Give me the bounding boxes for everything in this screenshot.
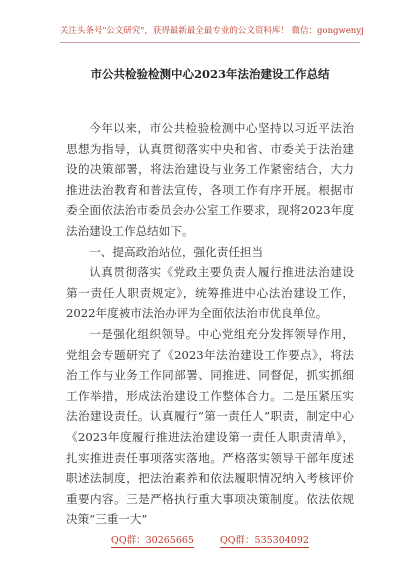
header-divider [60, 42, 360, 43]
section-heading: 一、提高政治站位，强化责任担当 [89, 244, 264, 259]
qq-group-link-1[interactable]: QQ群：30265665 [111, 535, 194, 546]
header-banner[interactable]: 关注头条号"公文研究"，获得最新最全最专业的公文资料库！ 微信：gongwenyj [60, 26, 364, 36]
document-title: 市公共检验检测中心2023年法治建设工作总结 [90, 67, 330, 81]
document-body [66, 118, 354, 530]
paragraph: 认真贯彻落实《党政主要负责人履行推进法治建设第一责任人职责规定》，统筹推进中心法治建设工作，2022年度被市法治办评为全面依法治市优良单位。 [66, 265, 354, 321]
paragraph-intro: 今年以来，市公共检验检测中心坚持以习近平法治思想为指导，认真贯彻落实中央和省、市委关于法治建设的决策部署，将法治建设与业务工作紧密结合，大力推进法治教育和普法宣传，各项工作有序开展。根据市委全面依法治市委员会办公室工作要求，现将2023年度法治建设工作总结如下。 [66, 121, 354, 238]
paragraph: 一是强化组织领导。中心党组充分发挥领导作用，党组会专题研究了《2023年法治建设工作要点》，将法治工作与业务工作同部署、同推进、同督促，抓实抓细工作举措，形成法治建设工作整体合力。二是压紧压实法治建设责任。认真履行“第一责任人”职责，制定中心《2023年度履行推进法治建设第一责任人职责清单》，扎实推进责任事项落实落地。严格落实领导干部年度述职述法制度，把法治素养和依法履职情况纳入考核评价重要内容。三是严格执行重大事项决策制度。依法依规决策“三重一大” [66, 326, 354, 527]
footer-qq-groups [60, 535, 360, 548]
qq-group-link-2[interactable]: QQ群：535304092 [219, 535, 309, 546]
